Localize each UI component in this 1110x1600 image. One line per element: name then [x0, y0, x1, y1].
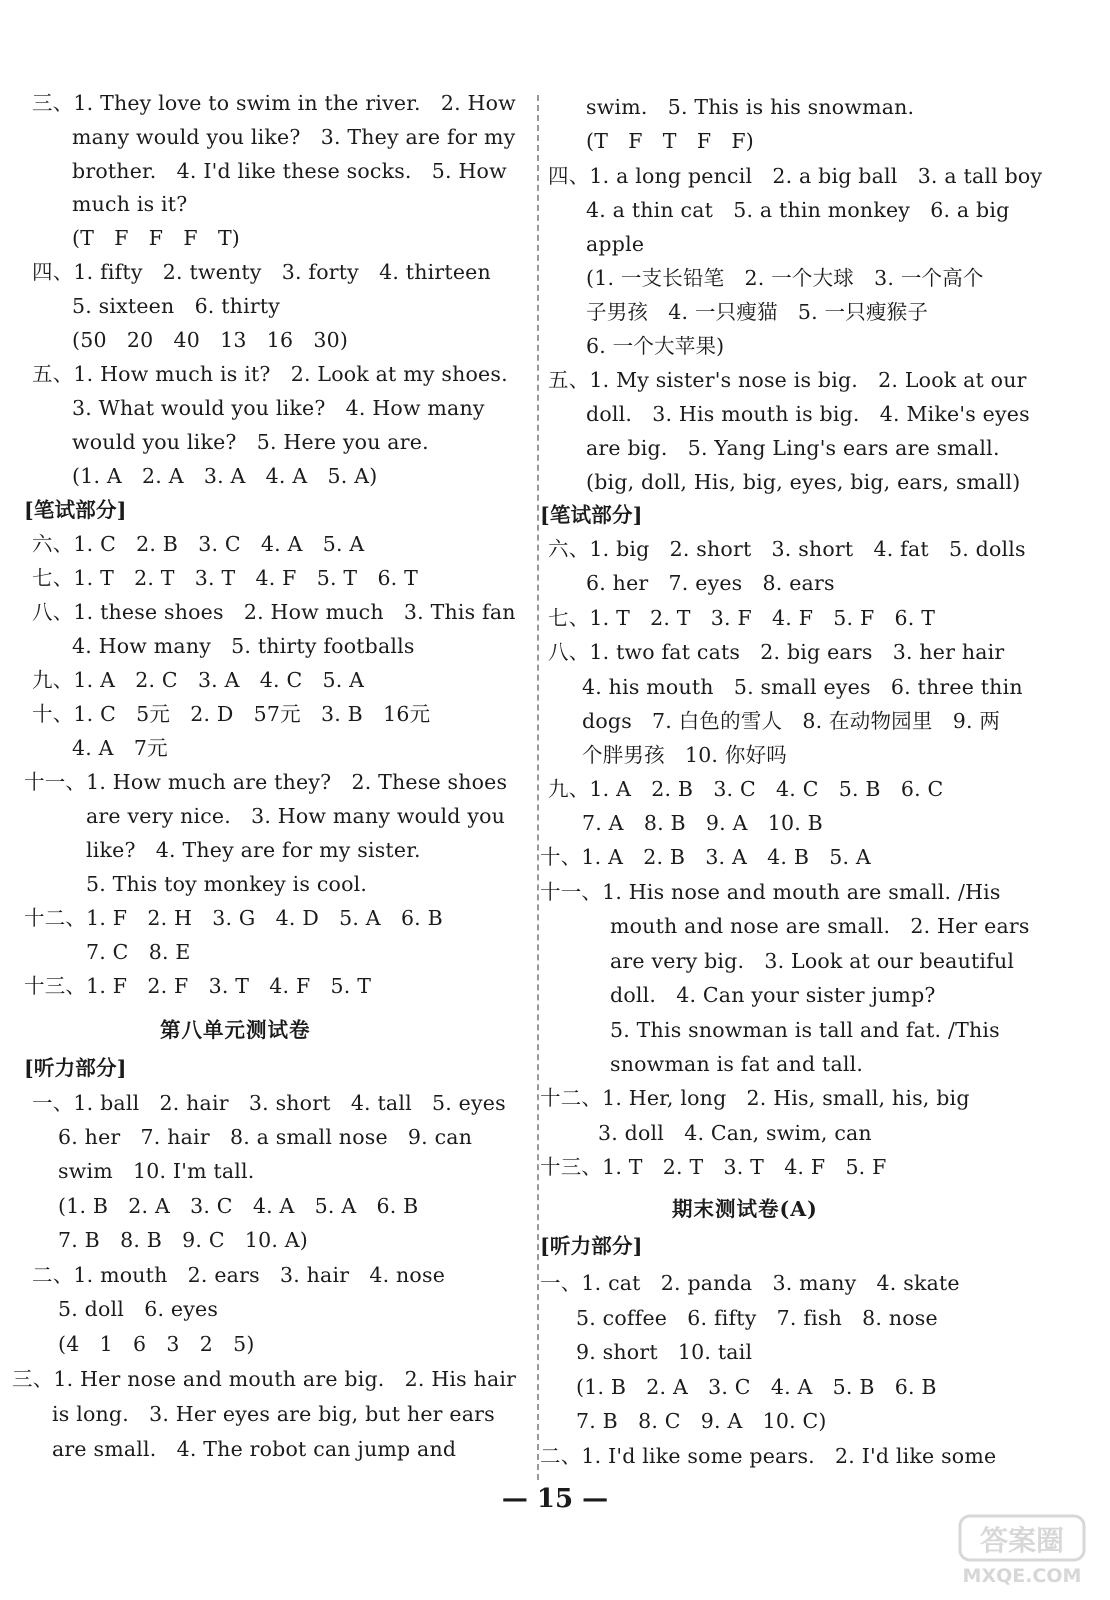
text-line: doll. 3. His mouth is big. 4. Mike's eyes — [586, 402, 1030, 426]
text-line: 3. doll 4. Can, swim, can — [598, 1121, 872, 1145]
text-line: is long. 3. Her eyes are big, but her ears — [52, 1402, 495, 1426]
text-line: doll. 4. Can your sister jump? — [610, 983, 936, 1007]
text-line: 十三、1. T 2. T 3. T 4. F 5. F — [540, 1155, 887, 1179]
text-line: 四、1. a long pencil 2. a big ball 3. a tall boy — [548, 164, 1043, 188]
text-line: 七、1. T 2. T 3. F 4. F 5. F 6. T — [548, 606, 936, 630]
text-line: are very big. 3. Look at our beautiful — [610, 949, 1015, 973]
text-line: dogs 7. 白色的雪人 8. 在动物园里 9. 两 — [582, 709, 1001, 733]
text-line: 6. her 7. hair 8. a small nose 9. can — [58, 1125, 473, 1149]
text-line: 5. This toy monkey is cool. — [86, 872, 368, 896]
text-line: 十二、1. F 2. H 3. G 4. D 5. A 6. B — [24, 906, 443, 930]
text-line: 7. B 8. B 9. C 10. A) — [58, 1228, 309, 1252]
text-line: 二、1. I'd like some pears. 2. I'd like some — [540, 1444, 997, 1468]
section-header: [听力部分] — [540, 1234, 643, 1258]
text-line: 五、1. My sister's nose is big. 2. Look at our — [548, 368, 1027, 392]
text-line: 九、1. A 2. B 3. C 4. C 5. B 6. C — [548, 777, 944, 801]
text-line: 4. A 7元 — [72, 736, 168, 760]
text-line: 一、1. cat 2. panda 3. many 4. skate — [540, 1271, 960, 1295]
text-line: (1. A 2. A 3. A 4. A 5. A) — [72, 464, 378, 488]
text-line: many would you like? 3. They are for my — [72, 125, 516, 149]
text-line: 4. a thin cat 5. a thin monkey 6. a big — [586, 198, 1010, 222]
text-line: snowman is fat and tall. — [610, 1052, 864, 1076]
text-line: 子男孩 4. 一只瘦猫 5. 一只瘦猴子 — [586, 300, 929, 324]
text-line: swim. 5. This is his snowman. — [586, 95, 915, 119]
text-line: 6. 一个大苹果) — [586, 334, 725, 358]
text-line: 7. B 8. C 9. A 10. C) — [576, 1409, 827, 1433]
text-line: are small. 4. The robot can jump and — [52, 1437, 457, 1461]
text-line: (50 20 40 13 16 30) — [72, 328, 349, 352]
text-line: 5. sixteen 6. thirty — [72, 294, 281, 318]
text-line: 3. What would you like? 4. How many — [72, 396, 485, 420]
section-header: [笔试部分] — [24, 498, 127, 522]
text-line: (big, doll, His, big, eyes, big, ears, small) — [586, 470, 1021, 494]
text-line: 五、1. How much is it? 2. Look at my shoes. — [32, 362, 508, 386]
text-line: (4 1 6 3 2 5) — [58, 1332, 255, 1356]
text-line: 一、1. ball 2. hair 3. short 4. tall 5. eyes — [32, 1091, 506, 1115]
text-line: like? 4. They are for my sister. — [86, 838, 421, 862]
text-line: 5. coffee 6. fifty 7. fish 8. nose — [576, 1306, 938, 1330]
text-line: 4. his mouth 5. small eyes 6. three thin — [582, 675, 1023, 699]
text-line: 八、1. these shoes 2. How much 3. This fan — [32, 600, 516, 624]
text-line: (1. 一支长铅笔 2. 一个大球 3. 一个高个 — [586, 266, 984, 290]
text-line: 6. her 7. eyes 8. ears — [586, 571, 835, 595]
page-number: — 15 — — [501, 1484, 609, 1514]
text-line: 4. How many 5. thirty footballs — [72, 634, 415, 658]
watermark-logo — [952, 1510, 1092, 1590]
text-line: 十一、1. His nose and mouth are small. /His — [540, 880, 1001, 904]
text-line: 九、1. A 2. C 3. A 4. C 5. A — [32, 668, 365, 692]
text-line: (T F T F F) — [586, 129, 755, 153]
text-line: are very nice. 3. How many would you — [86, 804, 506, 828]
text-line: 十三、1. F 2. F 3. T 4. F 5. T — [24, 974, 372, 998]
text-line: swim 10. I'm tall. — [58, 1159, 255, 1183]
text-line: 十、1. A 2. B 3. A 4. B 5. A — [540, 845, 871, 869]
text-line: brother. 4. I'd like these socks. 5. How — [72, 159, 507, 183]
left-column — [0, 0, 540, 1490]
text-line: (T F F F T) — [72, 226, 241, 250]
text-line: 十、1. C 5元 2. D 57元 3. B 16元 — [32, 702, 431, 726]
text-line: (1. B 2. A 3. C 4. A 5. B 6. B — [576, 1375, 937, 1399]
text-line: 9. short 10. tail — [576, 1340, 753, 1364]
text-line: 七、1. T 2. T 3. T 4. F 5. T 6. T — [32, 566, 418, 590]
svg-text:答案圈: 答案圈 — [979, 1524, 1065, 1557]
text-line: would you like? 5. Here you are. — [72, 430, 429, 454]
text-line: 十一、1. How much are they? 2. These shoes — [24, 770, 508, 794]
text-line: 5. This snowman is tall and fat. /This — [610, 1018, 1000, 1042]
svg-text:MXQE.COM: MXQE.COM — [962, 1565, 1082, 1587]
final-test-title: 期末测试卷(A) — [672, 1197, 818, 1221]
text-line: 个胖男孩 10. 你好吗 — [582, 743, 787, 767]
text-line: 八、1. two fat cats 2. big ears 3. her hair — [548, 640, 1005, 664]
text-line: 二、1. mouth 2. ears 3. hair 4. nose — [32, 1263, 446, 1287]
text-line: 三、1. They love to swim in the river. 2. How — [32, 91, 516, 115]
text-line: 十二、1. Her, long 2. His, small, his, big — [540, 1086, 970, 1110]
text-line: mouth and nose are small. 2. Her ears — [610, 914, 1030, 938]
section-header: [笔试部分] — [540, 503, 643, 527]
text-line: 7. A 8. B 9. A 10. B — [582, 811, 823, 835]
section-header: [听力部分] — [24, 1056, 127, 1080]
text-line: (1. B 2. A 3. C 4. A 5. A 6. B — [58, 1194, 419, 1218]
text-line: 7. C 8. E — [86, 940, 191, 964]
right-column — [540, 0, 1110, 1490]
text-line: 三、1. Her nose and mouth are big. 2. His hair — [12, 1367, 517, 1391]
text-line: apple — [586, 232, 645, 256]
text-line: much is it? — [72, 192, 188, 216]
column-divider — [537, 95, 539, 1480]
unit-test-title: 第八单元测试卷 — [160, 1018, 311, 1042]
text-line: 四、1. fifty 2. twenty 3. forty 4. thirteen — [32, 260, 491, 284]
text-line: 六、1. C 2. B 3. C 4. A 5. A — [32, 532, 365, 556]
text-line: 5. doll 6. eyes — [58, 1297, 219, 1321]
text-line: are big. 5. Yang Ling's ears are small. — [586, 436, 1000, 460]
text-line: 六、1. big 2. short 3. short 4. fat 5. dolls — [548, 537, 1026, 561]
